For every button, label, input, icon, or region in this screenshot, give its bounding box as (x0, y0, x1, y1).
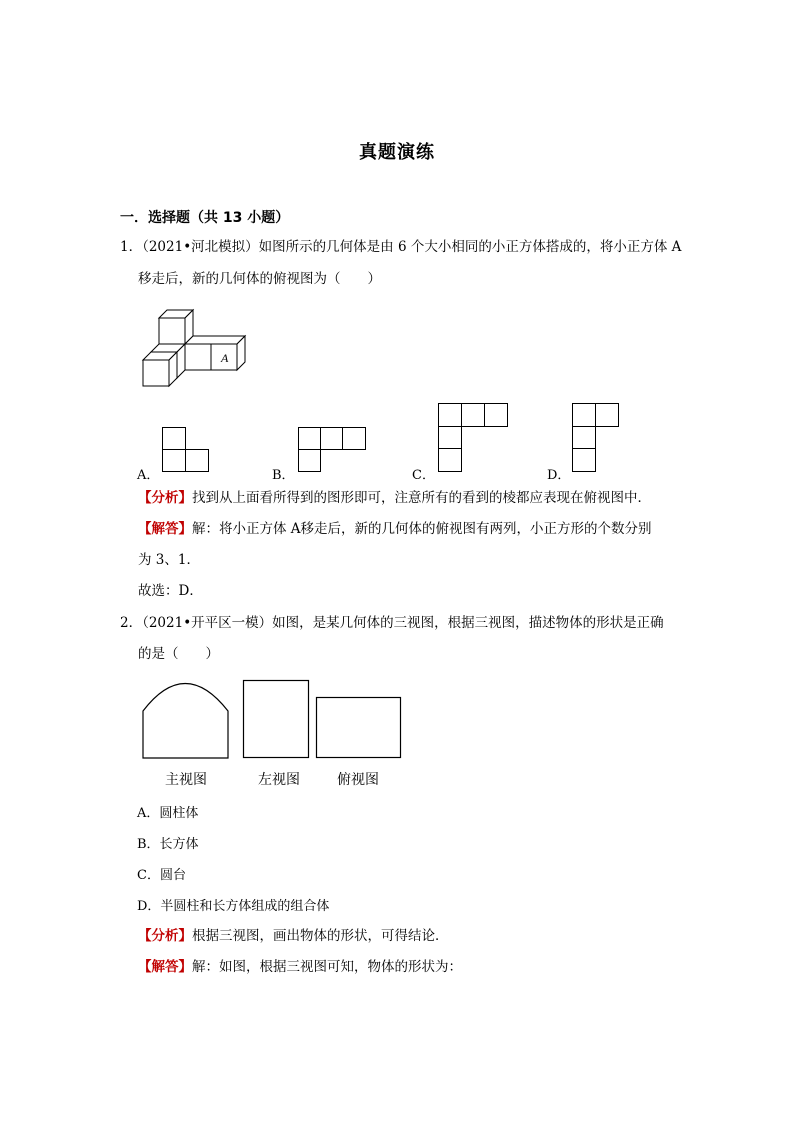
q2-answer (138, 958, 462, 976)
analysis-tag: 【分析】 (138, 928, 192, 944)
q2-option-c[interactable]: C．圆台 (137, 868, 186, 883)
answer-text: 解：如图，根据三视图可知，物体的形状为： (192, 959, 462, 975)
q2-side-view (243, 680, 311, 760)
section-heading: 一．选择题（共 13 小题） (120, 210, 290, 226)
analysis-text: 根据三视图，画出物体的形状，可得结论． (192, 928, 449, 944)
q1-option-c-figure (438, 403, 510, 473)
cube-a-label: A (221, 351, 229, 365)
front-view-label: 主视图 (165, 772, 207, 788)
q2-option-a[interactable]: A．圆柱体 (137, 806, 199, 821)
page-title: 真题演练 (359, 142, 435, 163)
answer-text-line1: 解：将小正方体 A移走后，新的几何体的俯视图有两列，小正方形的个数分别 (192, 521, 652, 537)
q2-front-view (142, 676, 230, 760)
top-view-label: 俯视图 (337, 772, 379, 788)
q1-answer (138, 520, 652, 538)
q2-stem-line1: 2．（2021•开平区一模）如图，是某几何体的三视图，根据三视图，描述物体的形状是正确 (120, 615, 664, 631)
analysis-tag: 【分析】 (138, 490, 192, 506)
q1-stem-line1: 1．（2021•河北模拟）如图所示的几何体是由 6 个大小相同的小正方体搭成的，将小正方体 A (120, 239, 682, 255)
q2-option-b[interactable]: B．长方体 (137, 837, 199, 852)
q2-analysis (138, 927, 449, 945)
q2-option-d[interactable]: D．半圆柱和长方体组成的组合体 (137, 899, 330, 914)
q1-option-d-label[interactable]: D． (547, 468, 571, 483)
q2-top-view (316, 697, 403, 760)
q1-option-c-label[interactable]: C． (412, 468, 435, 483)
q1-option-d-figure (572, 403, 622, 473)
answer-tag: 【解答】 (138, 959, 192, 975)
q1-option-a-figure (162, 427, 210, 473)
q1-analysis (138, 489, 651, 507)
q1-option-b-label[interactable]: B． (272, 468, 295, 483)
q1-answer-line2: 为 3、1． (138, 552, 200, 568)
q1-option-a-label[interactable]: A． (137, 468, 160, 483)
answer-tag: 【解答】 (138, 521, 192, 537)
q1-option-b-figure (298, 427, 368, 473)
q1-choice: 故选：D． (138, 583, 203, 599)
analysis-text: 找到从上面看所得到的图形即可，注意所有的看到的棱都应表现在俯视图中． (192, 490, 651, 506)
q2-stem-line2: 的是（ ） (138, 646, 219, 662)
q1-stem-line2: 移走后，新的几何体的俯视图为（ ） (138, 271, 381, 287)
side-view-label: 左视图 (258, 772, 300, 788)
q1-cube-figure (135, 305, 255, 390)
